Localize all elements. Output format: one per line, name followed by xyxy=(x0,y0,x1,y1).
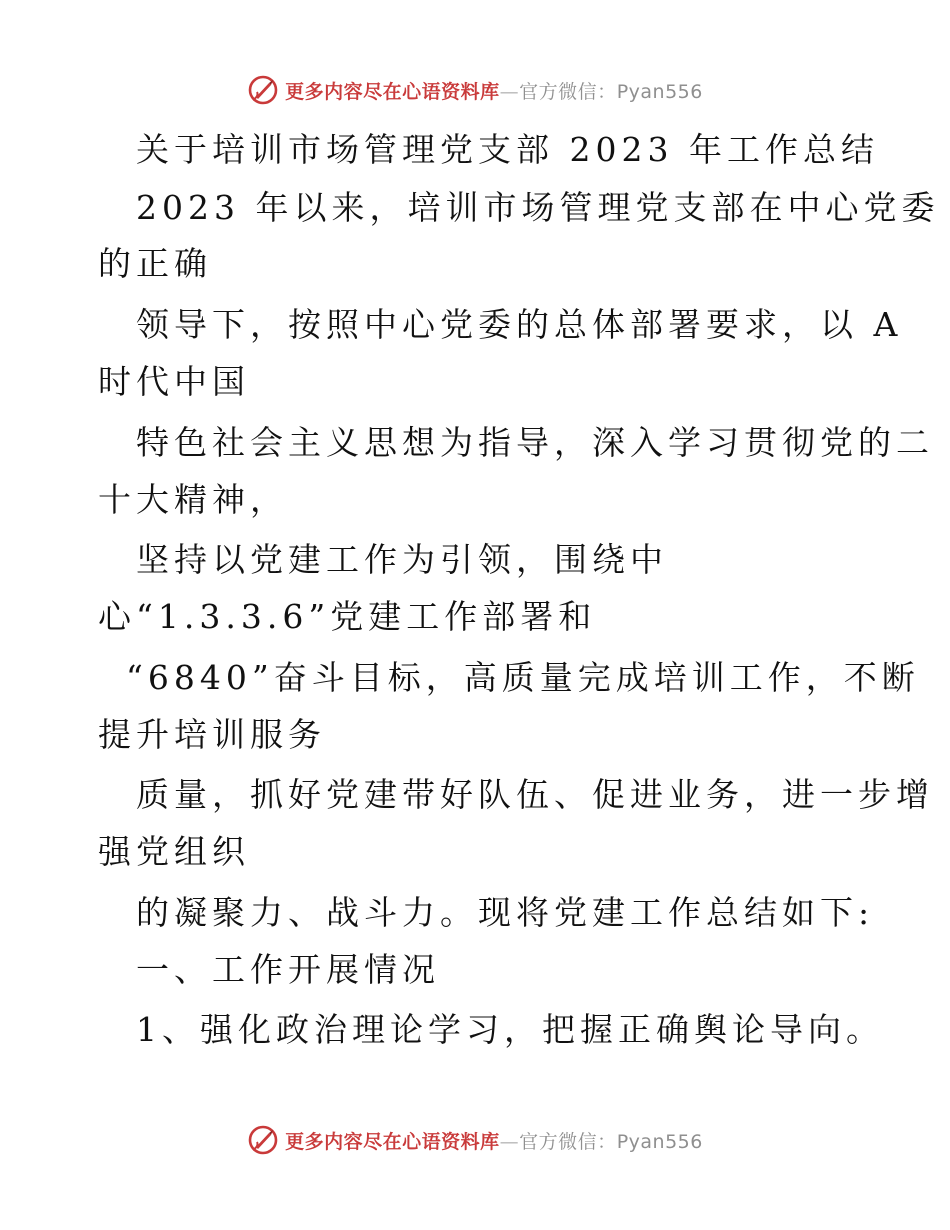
header-watermark xyxy=(0,72,950,108)
paragraph-line: 强党组织 xyxy=(98,832,250,871)
quill-logo-icon xyxy=(247,74,279,106)
section-heading: 一、工作开展情况 xyxy=(136,950,440,989)
paragraph-line: 的正确 xyxy=(98,244,212,283)
paragraph-line: 提升培训服务 xyxy=(98,715,326,754)
paragraph-line: 特色社会主义思想为指导，深入学习贯彻党的二 xyxy=(136,423,934,462)
paragraph-line: 心“1.3.3.6”党建工作部署和 xyxy=(98,597,597,636)
watermark-wechat-label: 官方微信： xyxy=(519,1130,617,1153)
paragraph-line: 的凝聚力、战斗力。现将党建工作总结如下: xyxy=(136,893,875,932)
quill-logo-icon xyxy=(247,1124,279,1156)
watermark-dash: — xyxy=(499,1130,520,1153)
subsection-heading: 1、强化政治理论学习，把握正确舆论导向。 xyxy=(136,1010,884,1049)
paragraph-line: 坚持以党建工作为引领，围绕中 xyxy=(136,540,668,579)
watermark-wechat-id: Pyan556 xyxy=(616,1130,703,1153)
paragraph-line: 2023 年以来，培训市场管理党支部在中心党委 xyxy=(136,188,940,227)
watermark-wechat-id: Pyan556 xyxy=(616,80,703,103)
paragraph-line: 时代中国 xyxy=(98,362,250,401)
document-title: 关于培训市场管理党支部 2023 年工作总结 xyxy=(136,130,879,169)
footer-watermark xyxy=(0,1122,950,1158)
paragraph-line: “6840”奋斗目标，高质量完成培训工作，不断 xyxy=(126,658,920,697)
watermark-dash: — xyxy=(499,80,520,103)
watermark-site-name: 更多内容尽在心语资料库 xyxy=(285,1130,500,1153)
paragraph-line: 领导下，按照中心党委的总体部署要求，以 A xyxy=(136,305,903,344)
paragraph-line: 十大精神， xyxy=(98,480,288,519)
watermark-site-name: 更多内容尽在心语资料库 xyxy=(285,80,500,103)
paragraph-line: 质量，抓好党建带好队伍、促进业务，进一步增 xyxy=(136,775,934,814)
watermark-wechat-label: 官方微信： xyxy=(519,80,617,103)
